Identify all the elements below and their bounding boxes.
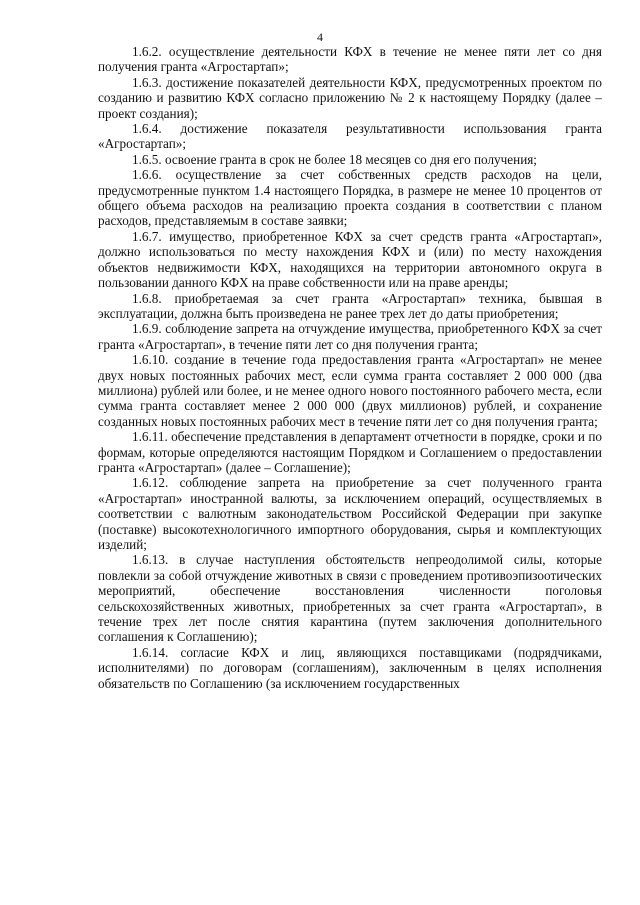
paragraph-1-6-2: 1.6.2. осуществление деятельности КФХ в течение не менее пяти лет со дня получения гранта «Агростартап»; (98, 44, 602, 75)
paragraph-1-6-9: 1.6.9. соблюдение запрета на отчуждение имущества, приобретенного КФХ за счет гранта «Агростартап», в течение пяти лет со дня получения гранта; (98, 321, 602, 352)
paragraph-1-6-6: 1.6.6. осуществление за счет собственных средств расходов на цели, предусмотренные пунктом 1.4 настоящего Порядка, в размере не менее 10 процентов от общего объема расходов на реализацию проекта создания в соответствии с планом расходов, представляемым в составе заявки; (98, 167, 602, 229)
paragraph-1-6-12: 1.6.12. соблюдение запрета на приобретение за счет полученного гранта «Агростартап» иностранной валюты, за исключением операций, осуществляемых в соответствии с валютным законодательством Российской Федерации при закупке (поставке) высокотехнологичного импортного оборудования, сырья и комплектующих изделий; (98, 475, 602, 552)
paragraph-1-6-3: 1.6.3. достижение показателей деятельности КФХ, предусмотренных проектом по созданию и развитию КФХ согласно приложению № 2 к настоящему Порядку (далее – проект создания); (98, 74, 602, 121)
document-body (98, 44, 602, 691)
paragraph-1-6-8: 1.6.8. приобретаемая за счет гранта «Агростартап» техника, бывшая в эксплуатации, должна быть произведена не ранее трех лет до даты приобретения; (98, 290, 602, 321)
paragraph-1-6-5: 1.6.5. освоение гранта в срок не более 18 месяцев со дня его получения; (132, 151, 537, 167)
paragraph-1-6-14: 1.6.14. согласие КФХ и лиц, являющихся поставщиками (подрядчиками, исполнителями) по договорам (соглашениям), заключенным в целях исполнения обязательств по Соглашению (за исключением государственных (98, 644, 602, 691)
page-number: 4 (317, 30, 323, 44)
paragraph-1-6-4: 1.6.4. достижение показателя результативности использования гранта «Агростартап»; (98, 121, 602, 152)
paragraph-1-6-13: 1.6.13. в случае наступления обстоятельств непреодолимой силы, которые повлекли за собой отчуждение животных в связи с проведением противоэпизоотических мероприятий, обеспечение восстановления численности поголовья сельскохозяйственных животных, приобретенных за счет гранта «Агростартап», в течение трех лет после снятия карантина (путем заключения дополнительного соглашения к Соглашению); (98, 552, 602, 645)
paragraph-1-6-10: 1.6.10. создание в течение года предоставления гранта «Агростартап» не менее двух новых постоянных рабочих мест, если сумма гранта составляет 2 000 000 (два миллиона) рублей или более, и не менее одного нового постоянного рабочего места, если сумма гранта составляет менее 2 000 000 (двух миллионов) рублей, и сохранение созданных новых постоянных рабочих мест в течение пяти лет со дня получения гранта; (98, 352, 602, 429)
paragraph-1-6-7: 1.6.7. имущество, приобретенное КФХ за счет средств гранта «Агростартап», должно использоваться по месту нахождения КФХ и (или) по месту нахождения объектов недвижимости КФХ, находящихся на территории автономного округа в пользовании данного КФХ на праве собственности или на праве аренды; (98, 228, 602, 291)
paragraph-1-6-11: 1.6.11. обеспечение представления в департамент отчетности в порядке, сроки и по формам, которые определяются настоящим Порядком и Соглашением о предоставлении гранта «Агростартап» (далее – Соглашение); (98, 429, 602, 475)
